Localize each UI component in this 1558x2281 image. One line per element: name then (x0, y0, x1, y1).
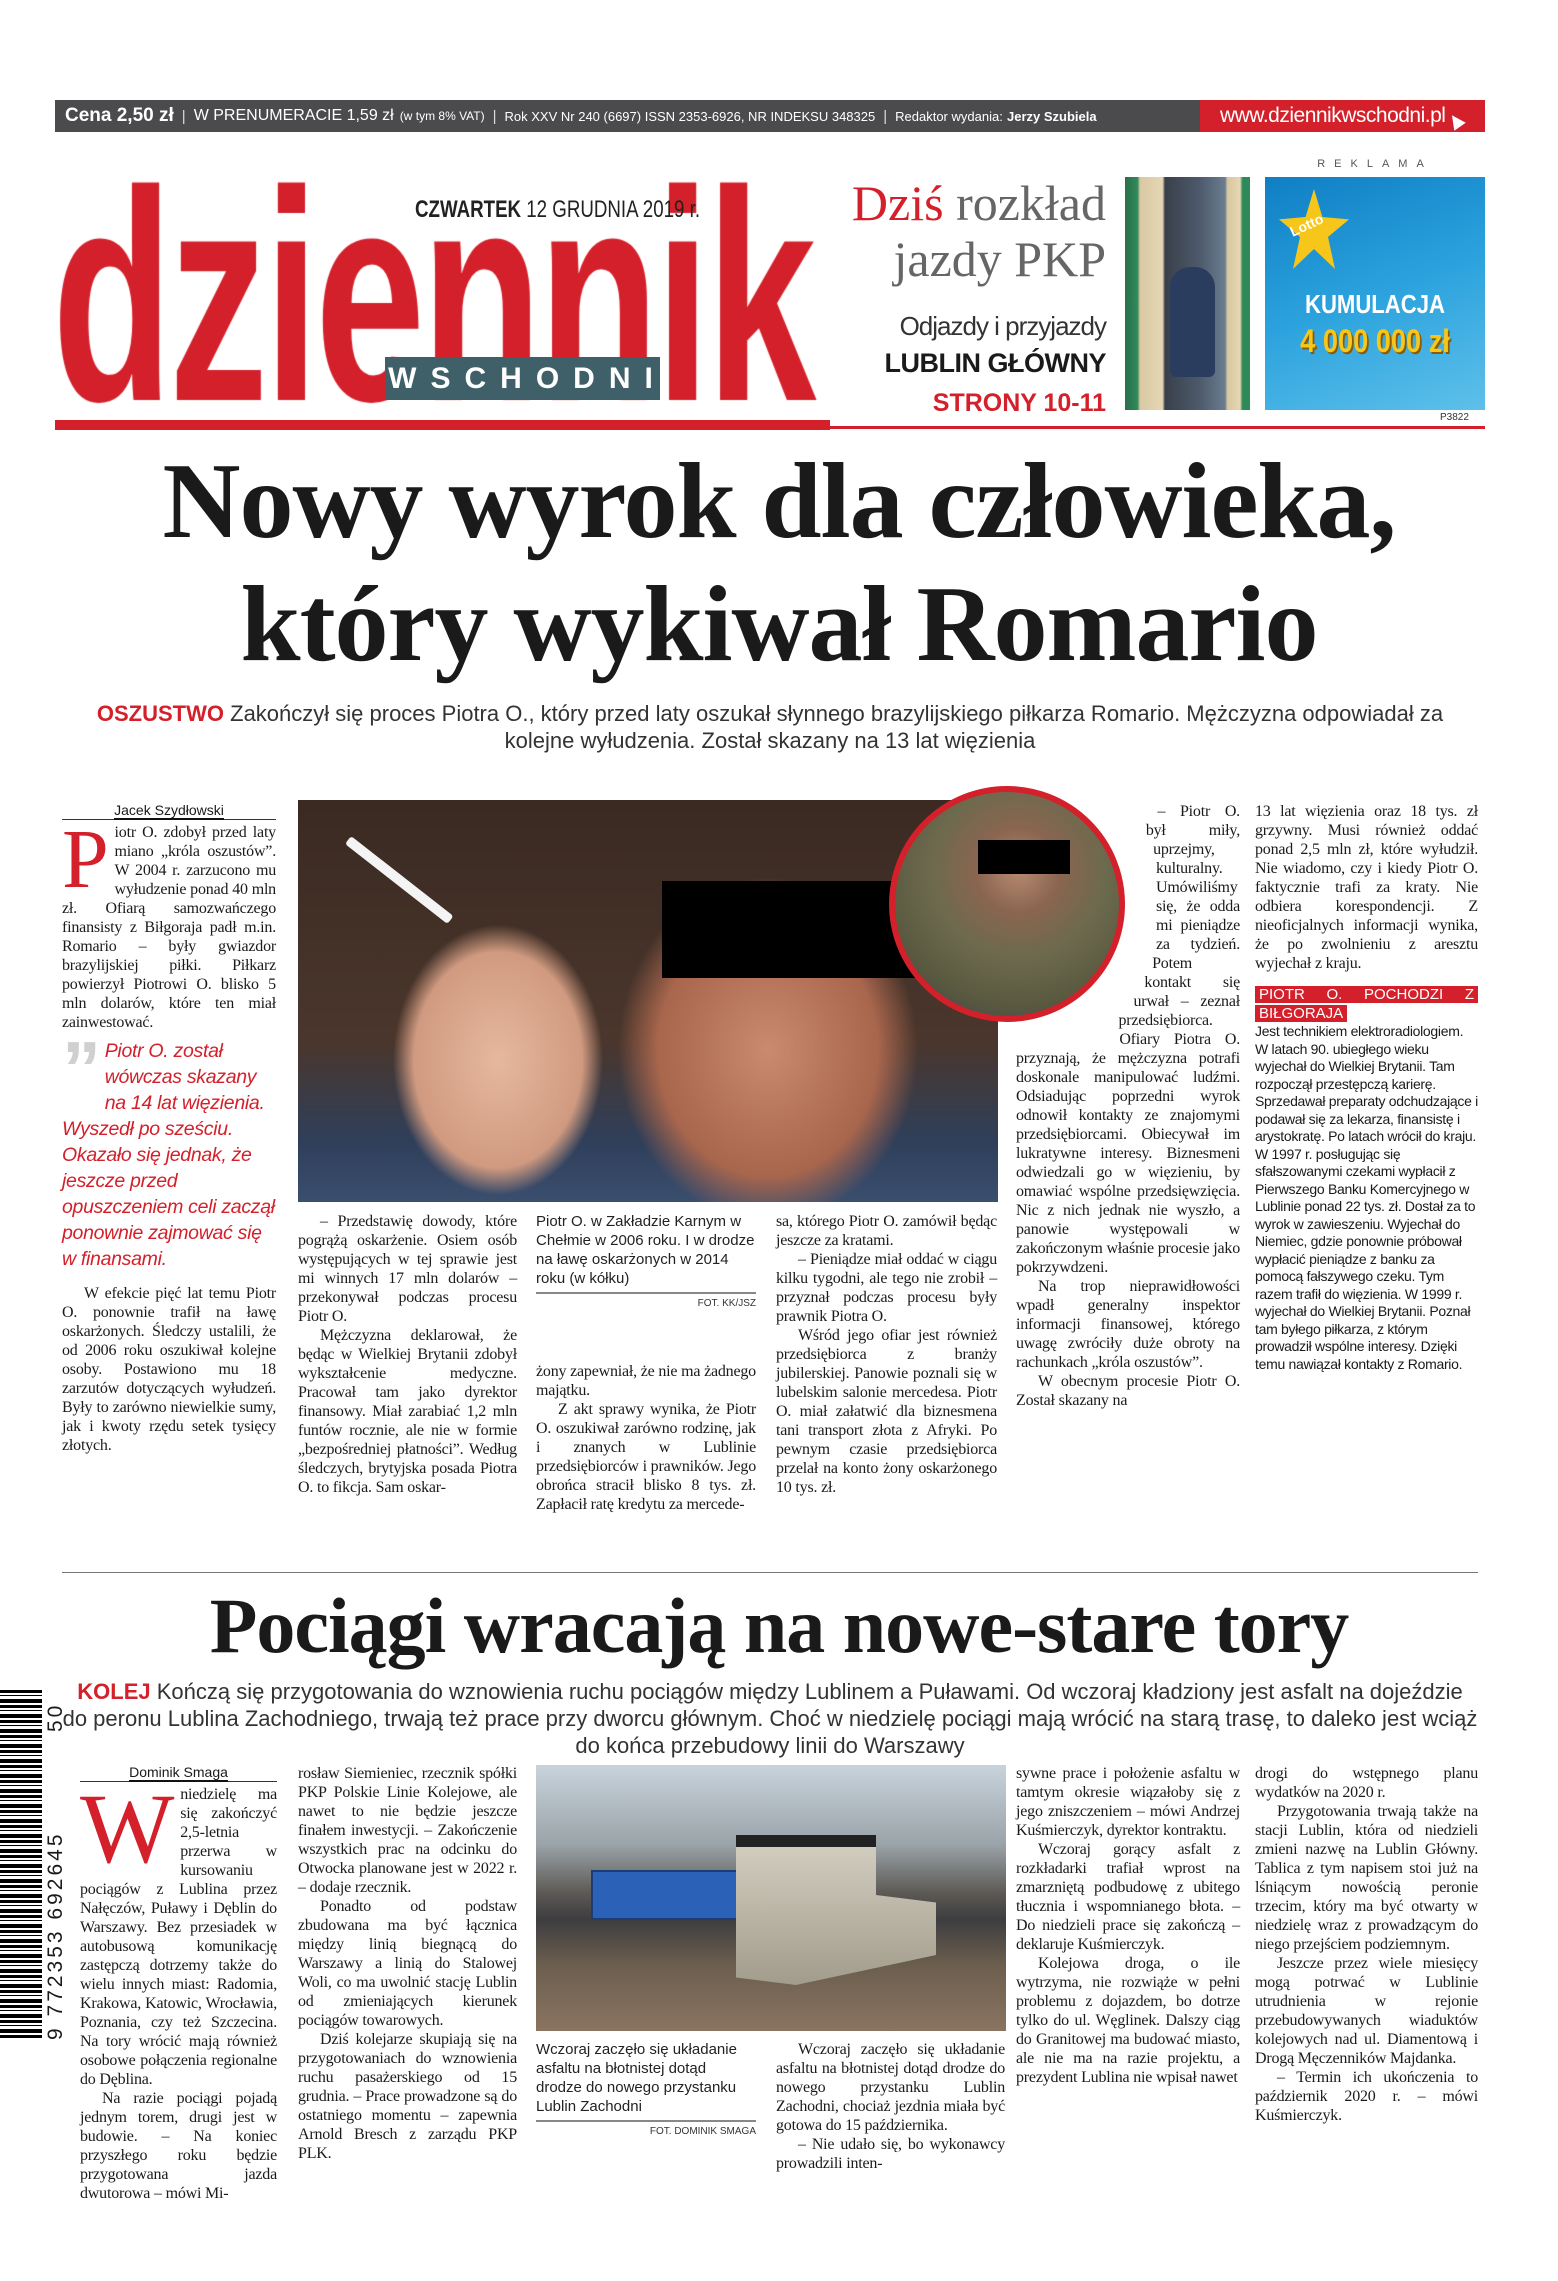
article1-column-6 (1255, 802, 1478, 1373)
paragraph: Jeszcze przez wiele miesięcy mogą potrwać w Lublinie utrudnienia w rejonie przebudowywanych wiaduktów kolejowych nad ul. Diamentową i Drogą Męczenników Majdanka. (1255, 1955, 1478, 2067)
paver-photo (536, 1765, 1006, 2031)
paragraph: – Nie udało się, bo wykonawcy prowadzili inten- (776, 2136, 1005, 2172)
paragraph: sywne prace i położenie asfaltu w tamtym okresie wiązałoby się z jego zniszczeniem – mówi Andrzej Kuśmierczyk, dyrektor kontraktu. (1016, 1765, 1240, 1839)
article1-headline[interactable] (40, 440, 1518, 686)
kicker: KOLEJ (77, 1679, 151, 1704)
article1-column-3 (536, 1362, 756, 1514)
paragraph: Na trop nieprawidłowości wpadł generalny inspektor informacji finansowej, którego uwagę zwróciły duże obroty na rachunkach „króla oszustów”. (1016, 1278, 1240, 1371)
date: 12 GRUDNIA 2019 r. (526, 196, 701, 223)
kicker: OSZUSTWO (96, 701, 224, 726)
paragraph: W efekcie pięć lat temu Piotr O. ponownie trafił na ławę oskarżonych. Śledczy ustalili, że od 2006 roku oszukiwał kolejne osoby. Postawiono mu 18 zarzutów dotyczących wyłudzeń. Były to zarówno niewielkie sumy, jak i kwoty rzędu setek tysięcy złotych. (62, 1285, 276, 1454)
lead-paragraph: Piotr O. zdobył przed laty miano „króla oszustów”. W 2004 r. zarzucono mu wyłudzenie ponad 40 mln zł. Ofiarą samozwańczego finansisty z Biłgoraja padł m.in. Romario – były gwiazdor brazylijskiej piłki. Piłkarz powierzył Piotrowi O. blisko 5 mln dolarów, które ten miał zainwestować. (62, 813, 276, 1031)
paragraph: – Piotr O. był miły, uprzejmy, kulturalny. Umówiliśmy się, że odda mi pieniądze za tydzień. Potem kontakt się urwał – zeznał przedsiębiorca. (1118, 803, 1240, 1029)
paragraph: Dziś kolejarze skupiają się na przygotowaniach do wznowienia ruchu pasażerskiego od 15 grudnia. – Prace prowadzone są do ostatniego momentu – zapewnia Arnold Bresch z zarządu PKP PLK. (298, 2031, 517, 2162)
cursor-icon (1447, 111, 1466, 130)
article2-column-2 (298, 1764, 517, 2163)
issue-info: Rok XXV Nr 240 (6697) ISSN 2353-6926, NR INDEKSU 348325 (504, 108, 876, 124)
train-door-photo (1125, 177, 1250, 410)
promo-line3: Odjazdy i przyjazdy (899, 311, 1106, 341)
ad-amount: 4 000 000 zł (1300, 323, 1450, 359)
paragraph: W obecnym procesie Piotr O. Został skazany na (1016, 1373, 1240, 1409)
pull-quote: ” Piotr O. został wówczas skazany na 14 lat więzienia. Wyszedł po sześciu. Okazało się jednak, że jeszcze przed opuszczeniem celi zaczął ponownie zajmować się w finansami. (62, 1025, 275, 1270)
article1-deck (62, 700, 1478, 754)
paragraph: – Termin ich ukończenia to październik 2020 r. – mówi Kuśmierczyk. (1255, 2069, 1478, 2124)
dropcap: W (80, 1773, 175, 1884)
promo-line1: rozkład (956, 175, 1106, 231)
photo-credit: FOT. KK/JSZ (697, 1298, 756, 1309)
paragraph: Wśród jego ofiar jest również przedsiębiorca z branży jubilerskiej. Panowie poznali się w lubelskim salonie mercedesa. Piotr O. miał załatwić dla biznesmena tani transport złota z Afryki. Po pewnym czasie przedsiębiorca przelał na konto żony oskarżonego 10 tys. zł. (776, 1327, 997, 1496)
ad-label: REKLAMA (1317, 158, 1433, 170)
article2-deck (62, 1678, 1478, 1759)
paragraph: drogi do wstępnego planu wydatków na 2020 r. (1255, 1765, 1478, 1801)
website-url: www.dziennikwschodni.pl (1220, 104, 1446, 127)
section-divider (62, 1572, 1478, 1573)
subscription-price: W PRENUMERACIE 1,59 zł (193, 107, 394, 124)
paragraph: 13 lat więzienia oraz 18 tys. zł grzywny. Musi również oddać ponad 2,5 mln zł, które wyłudził. Nie wiadomo, czy i kiedy Piotr O. faktycznie trafi za kraty. Nie odbiera korespondencji. Z nieoficjalnych informacji wynika, że po zwolnieniu z aresztu wyjechał z kraju. (1255, 803, 1478, 972)
article1-column-2 (298, 1212, 517, 1497)
price: Cena 2,50 zł (65, 105, 174, 126)
photo-credit: FOT. DOMINIK SMAGA (649, 2126, 756, 2137)
lotto-brand: Lotto (1287, 210, 1326, 240)
quote-mark-icon: ” (62, 1025, 101, 1113)
paragraph: Na razie pociągi pojadą jednym torem, drugi jest w budowie. – Na koniec przyszłego roku będzie przygotowana jazda dwutorowa – mówi Mi- (80, 2090, 277, 2202)
article2-headline[interactable]: Pociągi wracają na nowe-stare tory (209, 1582, 1349, 1669)
promo-pages: STRONY 10-11 (932, 389, 1106, 417)
article2-column-3 (776, 2040, 1005, 2173)
editor-label: Redaktor wydania: (895, 108, 1003, 124)
article2-column-5 (1255, 1764, 1478, 2125)
lotto-ad[interactable] (1265, 177, 1485, 410)
article1-column-5 (1016, 802, 1240, 1410)
paragraph: rosław Siemieniec, rzecznik spółki PKP Polskie Linie Kolejowe, ale nawet to nie będzie jeszcze finałem inwestycji. – Zakończenie wszystkich prac na odcinku do Otwocka planowane jest w 2022 r. – dodaje rzecznik. (298, 1765, 517, 1896)
headline-line2: który wykiwał Romario (240, 565, 1318, 684)
paragraph: żony zapewniał, że nie ma żadnego majątku. (536, 1363, 756, 1399)
byline: Jacek Szydłowski (62, 802, 276, 820)
logo-subtitle: WSCHODNI (385, 357, 660, 400)
paragraph: Wczoraj gorący asfalt z rozkładarki trafiał wprost na zmarzniętą podbudowę z ubitego tłucznia i wspomnianego błota. – Do niedzieli prace się zakończą – deklaruje Kuśmierczyk. (1016, 1841, 1240, 1953)
article2-column-4 (1016, 1764, 1240, 2087)
ad-title: KUMULACJA (1305, 289, 1445, 319)
paragraph: Kolejowa droga, o ile wytrzyma, nie rozwiąże w pełni problemu z dojazdem, bo dotrze tylko do ul. Węglinek. Dalszy ciąg do Granitowej ma budować miasto, ale nie ma na razie projektu, a prezydent Lublina nie wpisał nawet (1016, 1955, 1240, 2086)
paragraph: Wczoraj zaczęło się układanie asfaltu na błotnistej dotąd drodze do nowego przystanku Lublin Zachodni, chociaż jezdnia miała być gotowa do 15 października. (776, 2041, 1005, 2134)
lead-paragraph: Wniedzielę ma się zakończyć 2,5-letnia przerwa w kursowaniu pociągów z Lublina przez Nałęczów, Puławy i Dęblin do Warszawy. Bez przesiadek w autobusową komunikację zastępczą dotrzemy także do wielu innych miast: Radomia, Krakowa, Katowic, Wrocławia, Poznania, czy też Szczecina. Na tory wrócić mają również osobowe połączenia regionalne do Dęblina. (80, 1773, 277, 2088)
editor-name: Jerzy Szubiela (1006, 108, 1097, 124)
masthead-rule-thin (830, 426, 1485, 429)
top-info-bar: Cena 2,50 zł | W PRENUMERACIE 1,59 zł (w tym 8% VAT) | Rok XXV Nr 240 (6697) ISSN 2353-6926, NR INDEKSU 348325 | Redaktor wydania: Jerzy Szubiela www.dziennikwschodni.pl (55, 100, 1485, 132)
main-photo (298, 800, 998, 1202)
vat-note: (w tym 8% VAT) (399, 109, 485, 123)
paragraph: Ofiary Piotra O. przyznają, że mężczyzna potrafi doskonale manipulować ludźmi. Odsiadując poprzedni wyrok odnowił kontakty ze znajomymi przedsiębiorcami. Obiecywał im lukratywne interesy. Biznesmeni odwiedzali go w więzieniu, by omawiać wspólne przedsięwzięcia. Nic z nich jednak nie wyszło, a panowie występowali w zakończonym właśnie procesie jako pokrzywdzeni. (1016, 1031, 1240, 1276)
article1-column-4 (776, 1212, 997, 1497)
photo-caption: Piotr O. w Zakładzie Karnym w Chełmie w 2006 roku. I w drodze na ławę oskarżonych w 2014 roku (w kółku) FOT. KK/JSZ (536, 1213, 756, 1309)
paragraph: Mężczyzna deklarował, że będąc w Wielkiej Brytanii zdobył wykształcenie medyczne. Pracował tam jako dyrektor finansowy. Miał zarabiać 1,2 mln funtów rocznie, ale nie w formie „bezpośredniej płatności”. Według śledczych, brytyjska posada Piotra O. to fikcja. Sam oskar- (298, 1327, 517, 1496)
promo-line2: jazdy PKP (893, 231, 1106, 287)
paragraph: Z akt sprawy wynika, że Piotr O. oszukiwał zarówno rodzinę, jak i znanych w Lublinie przedsiębiorców i prawników. Jego obrońca stracił blisko 8 tys. zł. Zapłacił ratę kredytu za mercede- (536, 1401, 756, 1513)
article2-column-1 (80, 1764, 277, 2203)
website-link[interactable] (1200, 100, 1485, 132)
ad-code: P3822 (1440, 412, 1469, 423)
byline: Dominik Smaga (80, 1764, 277, 1782)
headline-line1: Nowy wyrok dla człowieka, (162, 442, 1396, 561)
dropcap: P (62, 813, 109, 906)
sidebar-title: PIOTR O. POCHODZI Z BIŁGORAJA (1255, 986, 1478, 1022)
photo-caption: Wczoraj zaczęło się układanie asfaltu na błotnistej dotąd drodze do nowego przystanku Lublin Zachodni FOT. DOMINIK SMAGA (536, 2041, 756, 2137)
deck-text: Kończą się przygotowania do wznowienia ruchu pociągów między Lublinem a Puławami. Od wczoraj kładziony jest asfalt na dojeździe do peronu Lublina Zachodniego, trwają też prace przy dworcu głównym. Choć w niedzielę pociągi mają wrócić na starą trasę, to daleko jest wciąż do końca przebudowy linii do Warszawy (62, 1679, 1478, 1758)
sidebar-text: Jest technikiem elektroradiologiem. W latach 90. ubiegłego wieku wyjechał do Wielkiej Brytanii. Tam rozpoczął przestępczą karierę. Sprzedawał preparaty odchudzające i podawał się za lekarza, finansistę i arystokratę. Po latach wrócił do kraju. W 1997 r. posługując się sfałszowanymi czekami wypłacił z Pierwszego Banku Komercyjnego w Lublinie ponad 22 tys. zł. Dostał za to wyrok w zawieszeniu. Wyjechał do Niemiec, gdzie ponownie próbował wypłacić pieniądze z banku za pomocą fałszywego czeku. Tym razem trafił do więzienia. W 1999 r. wyjechał do Wielkiej Brytanii. Poznał tam byłego piłkarza, z którym prowadził wspólne interesy. Dzięki temu nawiązał kontakty z Romario. (1255, 1023, 1478, 1372)
masthead-rule (55, 420, 830, 430)
barcode-addon: 50 (44, 1702, 67, 1732)
promo-line4: LUBLIN GŁÓWNY (884, 348, 1106, 378)
paragraph: – Pieniądze miał oddać w ciągu kilku tygodni, ale tego nie zrobił – przyznał podczas procesu były prawnik Piotra O. (776, 1251, 997, 1325)
issue-date (415, 196, 700, 224)
paragraph: sa, którego Piotr O. zamówił będąc jeszcze za kratami. (776, 1213, 997, 1249)
paragraph: Przygotowania trwają także na stacji Lublin, która od niedzieli zmieni nazwę na Lublin Główny. Tablica z tym napisem stoi już na lśniącym nowością peronie trzecim, który ma być otwarty w niedzielę wraz z prowadzącym do niego przejściem podziemnym. (1255, 1803, 1478, 1953)
weekday: CZWARTEK (415, 196, 522, 223)
article1-column-1 (62, 802, 276, 1455)
paragraph: Ponadto od podstaw zbudowana ma być łącznica między linią biegnącą do Warszawy a linią do Stalowej Woli, co ma uwolnić stację Lublin od zmieniających kierunek pociągów towarowych. (298, 1898, 517, 2029)
deck-text: Zakończył się proces Piotra O., który przed laty oszukał słynnego brazylijskiego piłkarza Romario. Mężczyzna odpowiadał za kolejne wyłudzenia. Został skazany na 13 lat więzienia (230, 701, 1444, 753)
promo-today: Dziś (851, 175, 944, 231)
barcode-digits: 9 772353 692645 (44, 1831, 67, 2040)
paragraph: – Przedstawię dowody, które pogrążą oskarżenie. Osiem osób występujących w tej sprawie jest mi winnych 17 mln dolarów – przekonywał podczas procesu Piotr O. (298, 1213, 517, 1325)
pkp-promo[interactable] (836, 175, 1106, 418)
barcode (0, 1690, 42, 2040)
